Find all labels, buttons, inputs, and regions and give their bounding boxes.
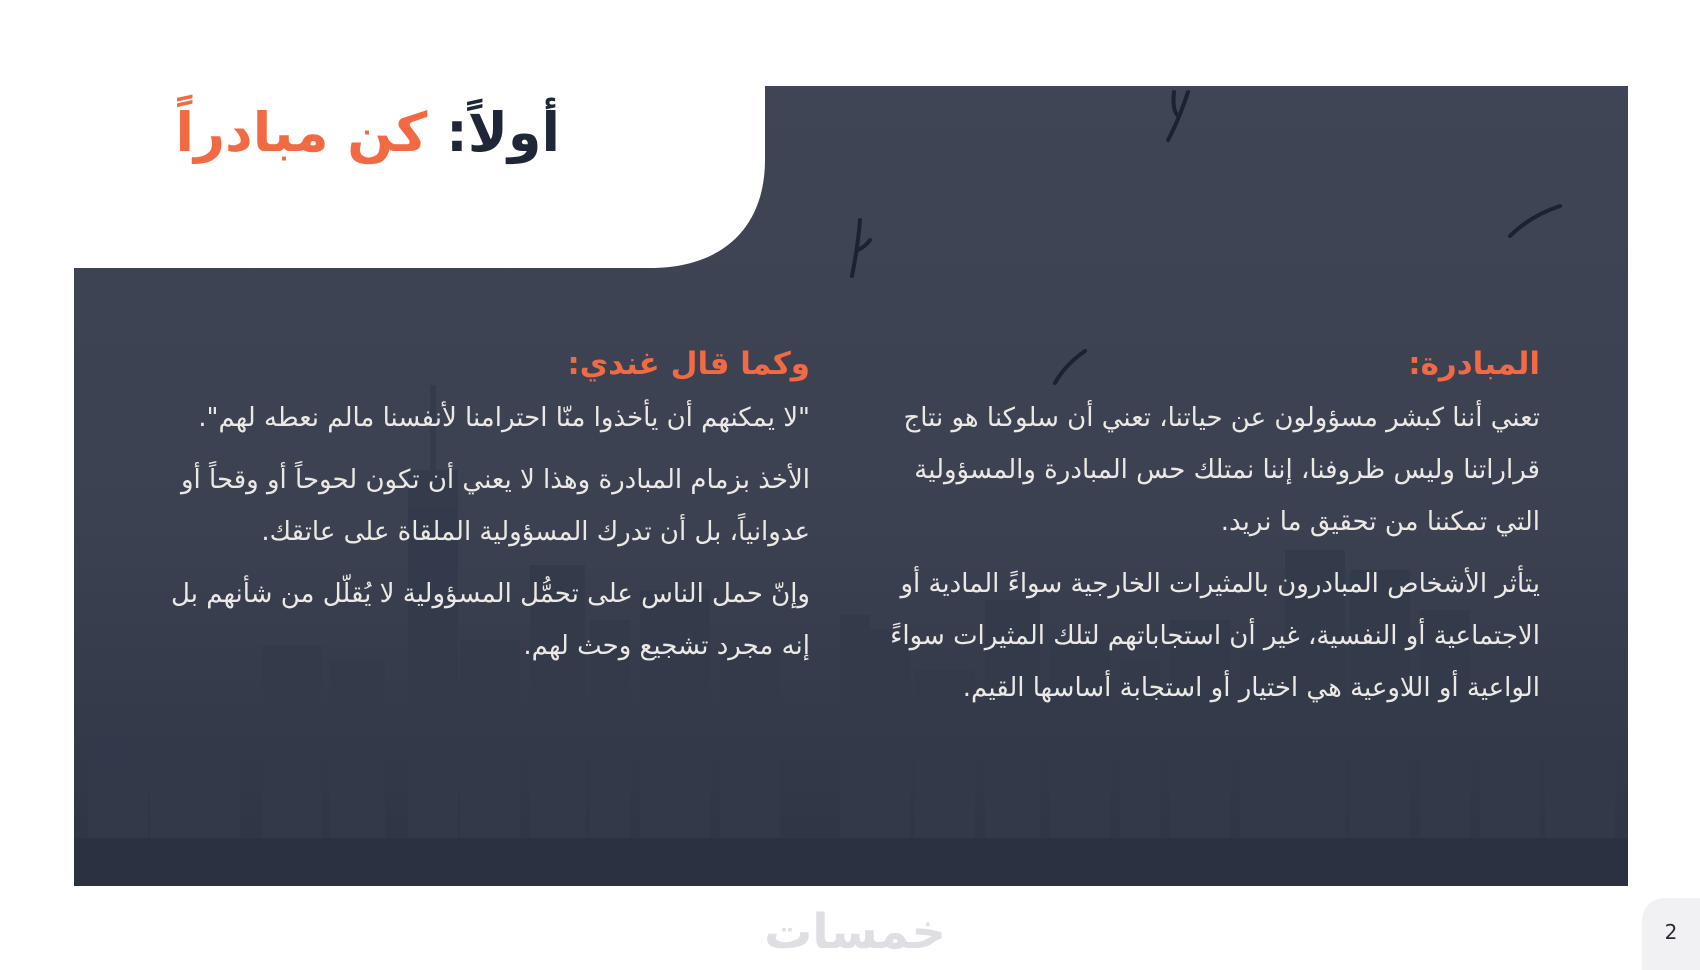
gandhi-paragraph: وإنّ حمل الناس على تحمُّل المسؤولية لا يُقلّل من شأنهم بل إنه مجرد تشجيع وحث لهم. [171,579,810,661]
title-accent: كن مبادراً [175,101,428,164]
watermark: خمسات [764,904,946,960]
initiative-paragraph: يتأثر الأشخاص المبادرون بالمثيرات الخارجية سواءً المادية أو الاجتماعية أو النفسية، غير أن استجاباتهم لتلك المثيرات سواءً الواعية أو اللاوعية هي اختيار أو استجابة أساسها القيم. [890,569,1540,703]
initiative-paragraph: تعني أننا كبشر مسؤولون عن حياتنا، تعني أن سلوكنا هو نتاج قراراتنا وليس ظروفنا، إننا نمتلك حس المبادرة والمسؤولية التي تمكننا من تحقيق ما نريد. [903,403,1540,537]
initiative-heading: المبادرة: [1408,346,1540,382]
water-strip [74,838,1628,886]
title-lead: أولاً: [446,101,560,164]
gandhi-column [160,338,810,682]
slide-title [175,88,560,178]
page-number-tab [1642,898,1700,970]
gandhi-paragraph: الأخذ بزمام المبادرة وهذا لا يعني أن تكون لحوحاً أو وقحاً أو عدوانياً، بل أن تدرك المسؤولية الملقاة على عاتقك. [181,465,810,547]
gandhi-heading: وكما قال غندي: [567,346,810,382]
gandhi-quote: "لا يمكنهم أن يأخذوا منّا احترامنا لأنفسنا مالم نعطه لهم". [198,403,810,433]
initiative-column [890,338,1540,724]
page-number: 2 [1664,920,1678,944]
